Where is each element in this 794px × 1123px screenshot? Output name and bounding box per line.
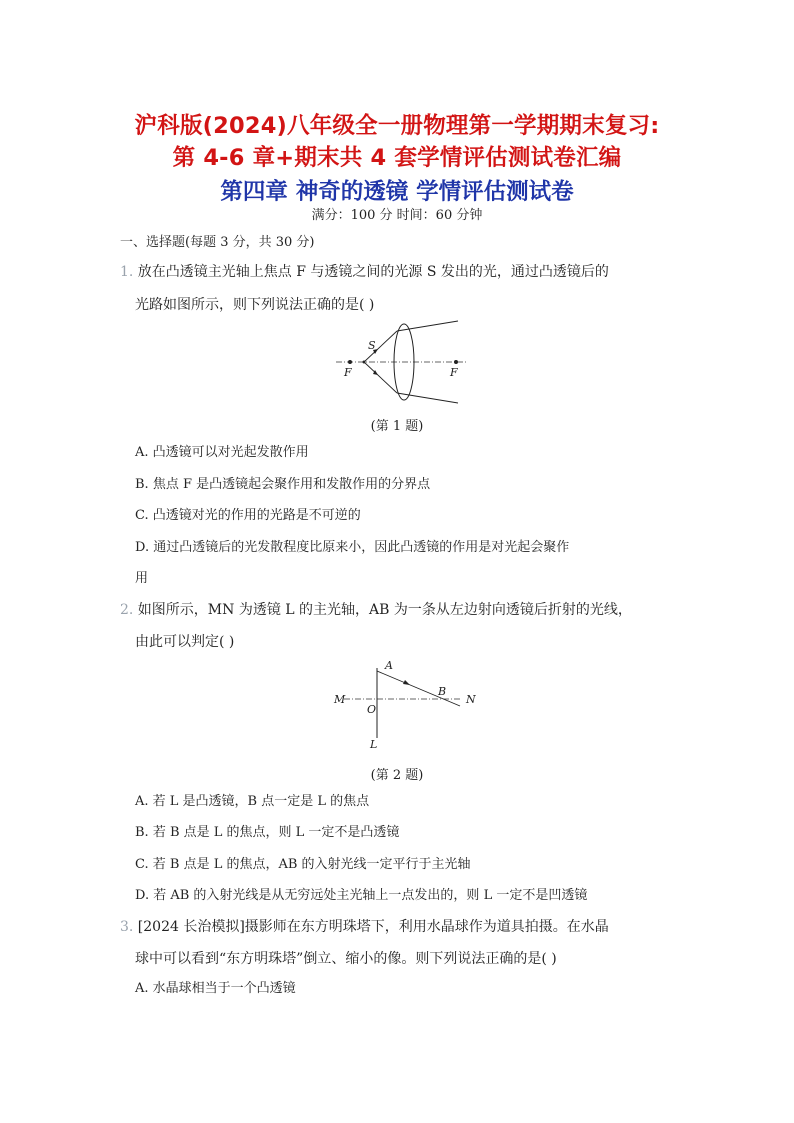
question-1-option-a: A. 凸透镜可以对光起发散作用 <box>135 445 309 460</box>
question-2-option-d: D. 若 AB 的入射光线是从无穷远处主光轴上一点发出的，则 L 一定不是凹透镜 <box>135 888 588 903</box>
question-2-option-b: B. 若 B 点是 L 的焦点，则 L 一定不是凸透镜 <box>135 825 400 840</box>
question-2-option-a: A. 若 L 是凸透镜，B 点一定是 L 的焦点 <box>135 794 370 809</box>
question-1-option-b: B. 焦点 F 是凸透镜起会聚作用和发散作用的分界点 <box>135 477 431 492</box>
label-o: O <box>367 703 377 716</box>
question-1-stem-line1: 1. 放在凸透镜主光轴上焦点 F 与透镜之间的光源 S 发出的光，通过凸透镜后的 <box>120 264 609 280</box>
exam-meta: 满分：100 分 时间：60 分钟 <box>311 208 483 223</box>
focus-right-point <box>454 360 458 364</box>
label-f-right: F <box>450 366 458 379</box>
incident-ray-lower <box>364 362 397 393</box>
focus-left-point <box>348 360 352 364</box>
question-2-figure <box>330 660 480 752</box>
question-1-caption: (第 1 题) <box>370 419 424 434</box>
label-s: S <box>368 339 376 352</box>
ray-ab <box>377 671 460 706</box>
label-l: L <box>370 738 378 751</box>
source-point <box>363 361 366 364</box>
question-1-number: 1. <box>120 264 134 280</box>
document-title-line2: 第 4-6 章+期末共 4 套学情评估测试卷汇编 <box>172 145 622 171</box>
question-2-stem-line1: 2. 如图所示，MN 为透镜 L 的主光轴，AB 为一条从左边射向透镜后折射的光线， <box>120 602 632 618</box>
question-1-option-d: D. 通过凸透镜后的光发散程度比原来小，因此凸透镜的作用是对光起会聚作 <box>135 540 570 555</box>
chapter-subtitle: 第四章 神奇的透镜 学情评估测试卷 <box>220 179 574 205</box>
document-title-line1: 沪科版(2024)八年级全一册物理第一学期期末复习: <box>134 113 660 139</box>
ray-arrow <box>403 680 410 685</box>
question-1-figure <box>330 318 470 410</box>
label-n: N <box>466 693 476 706</box>
question-1-stem-line2: 光路如图所示，则下列说法正确的是( ) <box>135 297 375 313</box>
question-3-stem-line2: 球中可以看到“东方明珠塔”倒立、缩小的像。则下列说法正确的是( ) <box>135 951 557 967</box>
question-3-option-a: A. 水晶球相当于一个凸透镜 <box>135 981 296 996</box>
refracted-ray-upper <box>397 321 458 331</box>
question-3-number: 3. <box>120 919 134 935</box>
label-b: B <box>438 685 447 698</box>
question-1-option-d-cont: 用 <box>135 571 149 586</box>
refracted-ray-lower <box>397 393 458 403</box>
section-heading: 一、选择题(每题 3 分，共 30 分) <box>120 235 315 250</box>
question-2-caption: (第 2 题) <box>370 768 424 783</box>
question-2-option-c: C. 若 B 点是 L 的焦点，AB 的入射光线一定平行于主光轴 <box>135 857 471 872</box>
question-2-stem-line2: 由此可以判定( ) <box>135 634 235 650</box>
question-1-option-c: C. 凸透镜对光的作用的光路是不可逆的 <box>135 508 361 523</box>
label-m: M <box>334 693 346 706</box>
label-f-left: F <box>344 366 352 379</box>
question-3-stem-line1: 3. [2024 长治模拟]摄影师在东方明珠塔下，利用水晶球作为道具拍摄。在水晶 <box>120 919 609 935</box>
label-a: A <box>385 660 393 672</box>
question-2-number: 2. <box>120 602 134 618</box>
